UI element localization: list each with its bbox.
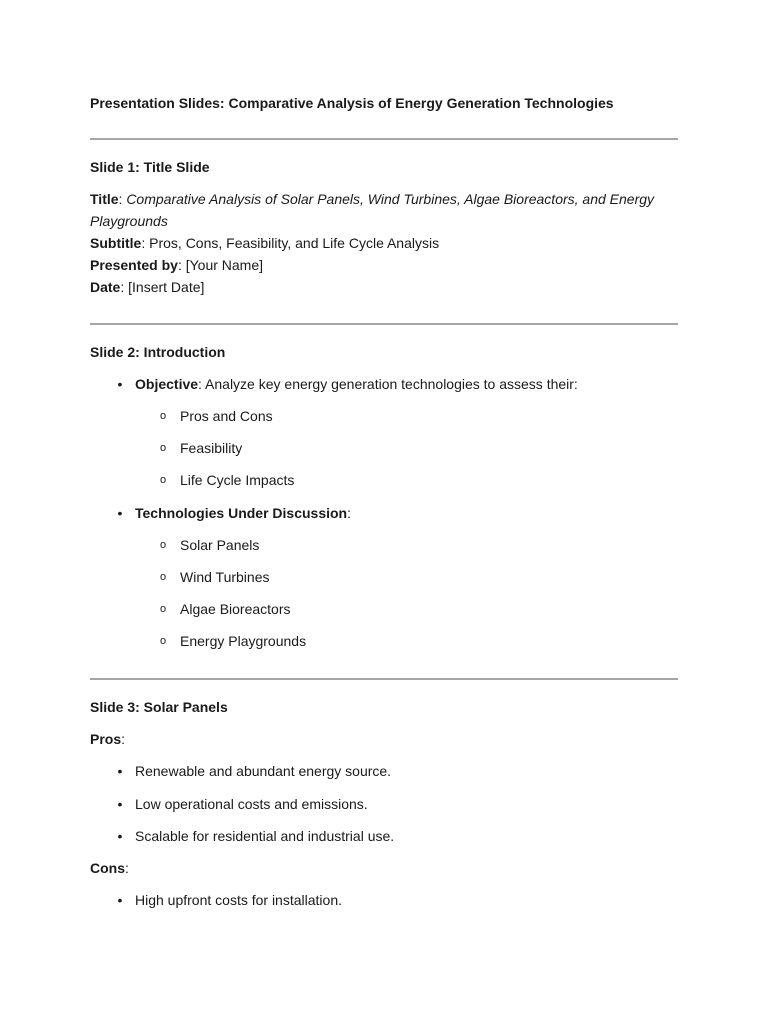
list-item (117, 762, 392, 780)
subtitle-label: Subtitle (90, 235, 142, 251)
list-item-text: Algae Bioreactors (180, 601, 291, 617)
list-item-text: Low operational costs and emissions. (135, 796, 368, 812)
slide-2-heading: Slide 2: Introduction (90, 344, 226, 360)
presented-label: Presented by (90, 257, 178, 273)
list-item (159, 439, 243, 457)
divider (90, 323, 678, 325)
tech-label: Technologies Under Discussion (135, 505, 348, 521)
circle-bullet-icon: o (159, 410, 167, 422)
slide-1-subtitle-line (90, 232, 439, 254)
divider (90, 138, 678, 140)
list-item (117, 827, 395, 845)
date-label: Date (90, 279, 121, 295)
pros-colon: : (121, 731, 126, 747)
cons-label-line (90, 859, 129, 877)
list-item-text: Life Cycle Impacts (180, 472, 295, 488)
circle-bullet-icon: o (159, 474, 167, 486)
list-item-text: Pros and Cons (180, 408, 273, 424)
list-item-text: Energy Playgrounds (180, 633, 307, 649)
bullet-icon: • (117, 892, 123, 908)
list-item (117, 375, 578, 393)
list-item-text: Feasibility (180, 440, 243, 456)
subtitle-value: : Pros, Cons, Feasibility, and Life Cycle Analysis (141, 235, 440, 251)
slide-1-heading: Slide 1: Title Slide (90, 159, 210, 175)
divider (90, 678, 678, 680)
title-value-cont: Playgrounds (90, 213, 168, 229)
list-item-text: High upfront costs for installation. (135, 892, 342, 908)
circle-bullet-icon: o (159, 442, 167, 454)
document-title: Presentation Slides: Comparative Analysis of Energy Generation Technologies (90, 95, 614, 111)
circle-bullet-icon: o (159, 603, 167, 615)
presented-value: : [Your Name] (177, 257, 264, 273)
title-label: Title (90, 191, 119, 207)
date-value: : [Insert Date] (120, 279, 205, 295)
list-item-text: Scalable for residential and industrial use. (135, 828, 395, 844)
slide-1-title-line: Title: Comparative Analysis of Solar Panels, Wind Turbines, Algae Bioreactors, and Energy (90, 191, 655, 207)
list-item (159, 471, 295, 489)
list-item (159, 407, 273, 425)
bullet-icon: • (117, 796, 123, 812)
list-item (117, 504, 352, 522)
circle-bullet-icon: o (159, 571, 167, 583)
slide-1-title-line-2 (90, 210, 168, 232)
slide-1-date-line (90, 276, 204, 298)
slide-1-presented-line (90, 254, 263, 276)
bullet-icon: • (117, 505, 123, 521)
list-item-text: Wind Turbines (180, 569, 270, 585)
list-item (159, 536, 260, 554)
objective-label: Objective (135, 376, 199, 392)
pros-label-line (90, 730, 125, 748)
list-item (117, 891, 342, 909)
list-item-text: Solar Panels (180, 537, 260, 553)
list-item (159, 600, 291, 618)
list-item (159, 632, 307, 650)
objective-value: : Analyze key energy generation technologies to assess their: (198, 376, 578, 392)
bullet-icon: • (117, 763, 123, 779)
circle-bullet-icon: o (159, 539, 167, 551)
list-item (117, 795, 368, 813)
tech-colon: : (347, 505, 352, 521)
cons-label: Cons (90, 860, 125, 876)
bullet-icon: • (117, 828, 123, 844)
title-value: Comparative Analysis of Solar Panels, Wind Turbines, Algae Bioreactors, and Energy (126, 191, 655, 207)
list-item-text: Renewable and abundant energy source. (135, 763, 392, 779)
cons-colon: : (125, 860, 129, 876)
slide-3-heading: Slide 3: Solar Panels (90, 699, 228, 715)
bullet-icon: • (117, 376, 123, 392)
pros-label: Pros (90, 731, 122, 747)
circle-bullet-icon: o (159, 635, 167, 647)
list-item (159, 568, 270, 586)
